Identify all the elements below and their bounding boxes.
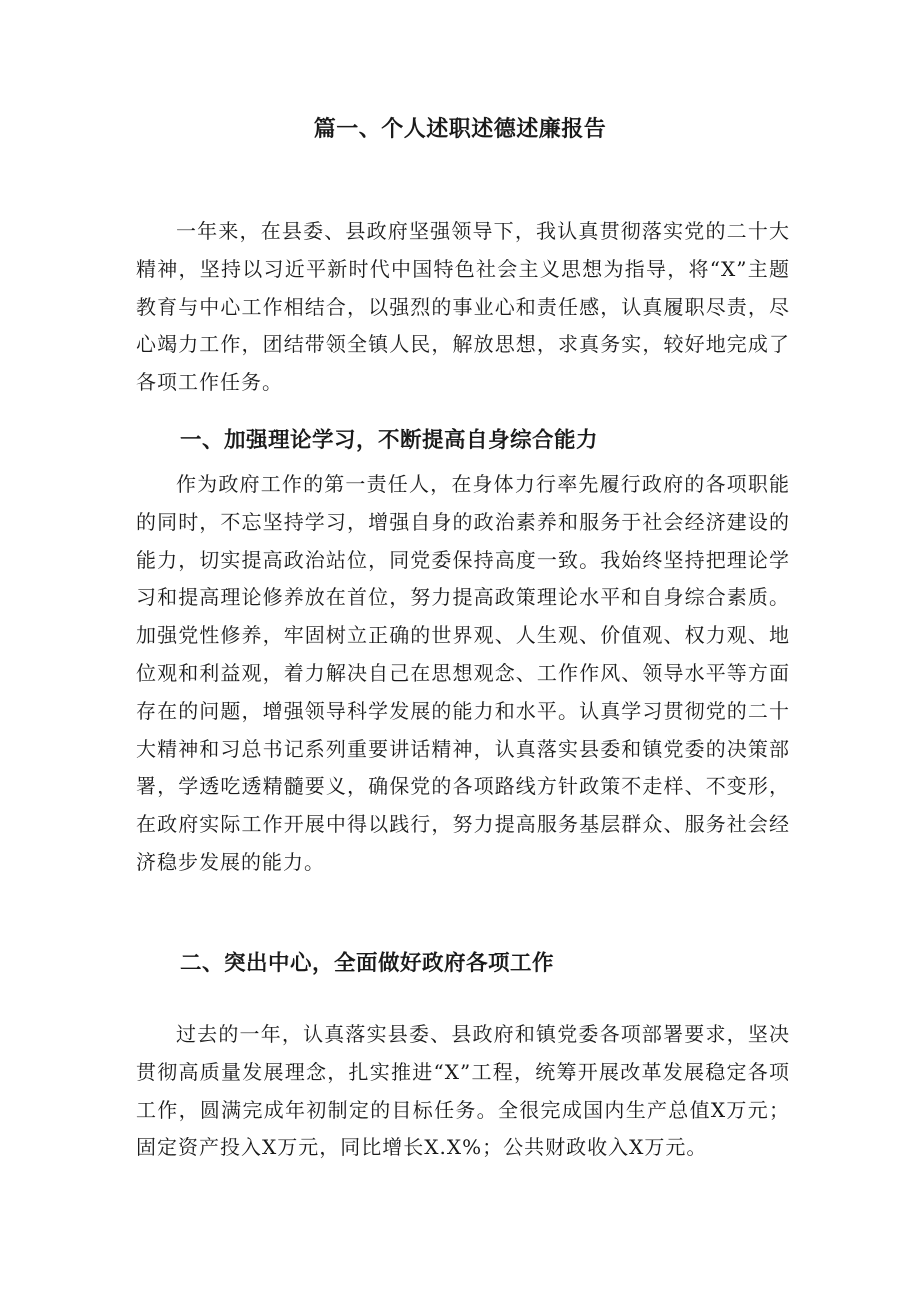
section-heading-2: 二、突出中心，全面做好政府各项工作 [180,951,555,976]
section-heading-1: 一、加强理论学习，不断提高自身综合能力 [180,428,599,453]
section-body-1: 作为政府工作的第一责任人，在身体力行率先履行政府的各项职能的同时，不忘坚持学习，增强自身的政治素养和服务于社会经济建设的能力，切实提高政治站位，同党委保持高度一致。我始终坚持把理论学习和提高理论修养放在首位，努力提高政策理论水平和自身综合素质。加强党性修养，牢固树立正确的世界观、人生观、价值观、权力观、地位观和利益观，着力解决自己在思想观念、工作作风、领导水平等方面存在的问题，增强领导科学发展的能力和水平。认真学习贯彻党的二十大精神和习总书记系列重要讲话精神，认真落实县委和镇党委的决策部署，学透吃透精髓要义，确保党的各项路线方针政策不走样、不变形，在政府实际工作开展中得以践行，努力提高服务基层群众、服务社会经济稳步发展的能力。 [136,472,790,874]
section-body-2: 过去的一年，认真落实县委、县政府和镇党委各项部署要求，坚决贯彻高质量发展理念，扎实推进“X”工程，统筹开展改革发展稳定各项工作，圆满完成年初制定的目标任务。全很完成国内生产总值X万元；固定资产投入X万元，同比增长X.X%；公共财政收入X万元。 [136,1022,790,1160]
document-title: 篇一、个人述职述德述廉报告 [313,117,607,142]
intro-paragraph: 一年来，在县委、县政府坚强领导下，我认真贯彻落实党的二十大精神，坚持以习近平新时代中国特色社会主义思想为指导，将“X”主题教育与中心工作相结合，以强烈的事业心和责任感，认真履职尽责，尽心竭力工作，团结带领全镇人民，解放思想，求真务实，较好地完成了各项工作任务。 [136,219,790,395]
